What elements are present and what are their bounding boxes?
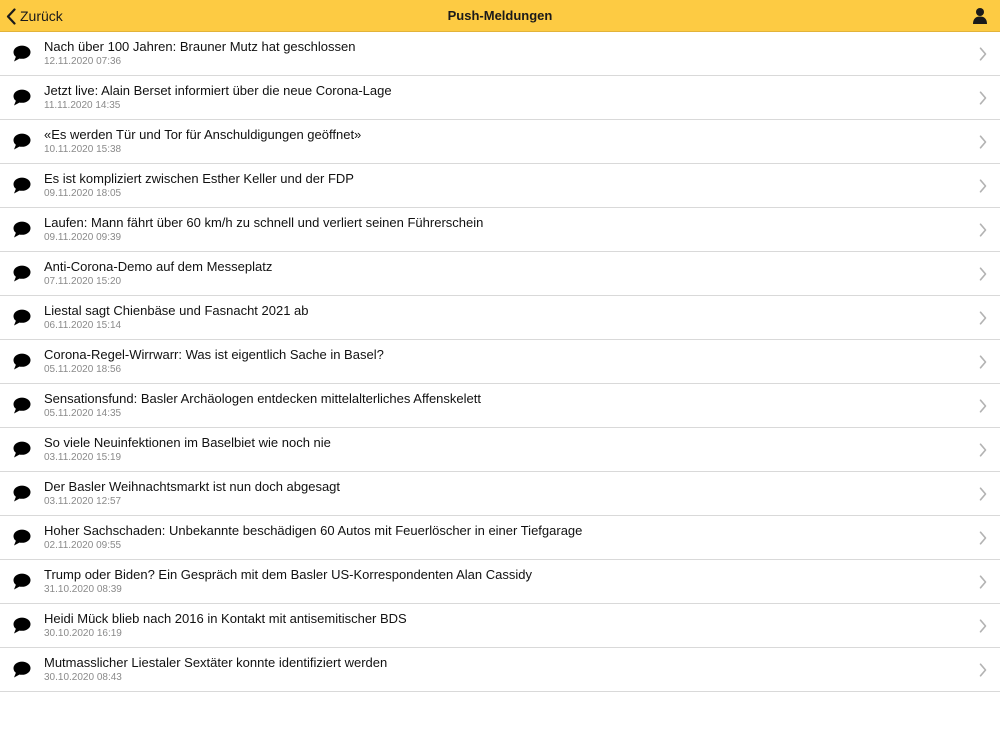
speech-bubble-icon <box>13 177 31 194</box>
back-label: Zurück <box>20 8 63 24</box>
item-date: 10.11.2020 15:38 <box>44 144 122 155</box>
item-title: Mutmasslicher Liestaler Sextäter konnte identifiziert werden <box>44 655 388 670</box>
list-item[interactable] <box>0 384 1000 428</box>
item-date: 30.10.2020 16:19 <box>44 628 122 639</box>
profile-button[interactable] <box>972 7 988 25</box>
item-date: 11.11.2020 14:35 <box>44 100 121 111</box>
item-title: Sensationsfund: Basler Archäologen entdecken mittelalterliches Affenskelett <box>44 391 481 406</box>
list-item[interactable] <box>0 340 1000 384</box>
chevron-right-icon <box>979 663 987 677</box>
chevron-right-icon <box>979 487 987 501</box>
navigation-bar <box>0 0 1000 32</box>
speech-bubble-icon <box>13 485 31 502</box>
speech-bubble-icon <box>13 573 31 590</box>
item-date: 30.10.2020 08:43 <box>44 672 122 683</box>
speech-bubble-icon <box>13 133 31 150</box>
list-item[interactable] <box>0 252 1000 296</box>
list-item[interactable] <box>0 120 1000 164</box>
speech-bubble-icon <box>13 89 31 106</box>
list-item[interactable] <box>0 76 1000 120</box>
item-title: Anti-Corona-Demo auf dem Messeplatz <box>44 259 273 274</box>
speech-bubble-icon <box>13 353 31 370</box>
chevron-right-icon <box>979 179 987 193</box>
item-title: Heidi Mück blieb nach 2016 in Kontakt mit antisemitischer BDS <box>44 611 407 626</box>
speech-bubble-icon <box>13 661 31 678</box>
chevron-right-icon <box>979 443 987 457</box>
item-title: Corona-Regel-Wirrwarr: Was ist eigentlich Sache in Basel? <box>44 347 384 362</box>
speech-bubble-icon <box>13 617 31 634</box>
item-title: Nach über 100 Jahren: Brauner Mutz hat geschlossen <box>44 39 356 54</box>
chevron-right-icon <box>979 575 987 589</box>
item-date: 03.11.2020 12:57 <box>44 496 122 507</box>
item-title: Der Basler Weihnachtsmarkt ist nun doch abgesagt <box>44 479 341 494</box>
list-item[interactable] <box>0 516 1000 560</box>
list-item[interactable] <box>0 604 1000 648</box>
chevron-right-icon <box>979 311 987 325</box>
item-date: 09.11.2020 18:05 <box>44 188 122 199</box>
item-date: 05.11.2020 18:56 <box>44 364 122 375</box>
list-item[interactable] <box>0 648 1000 692</box>
chevron-right-icon <box>979 223 987 237</box>
item-date: 03.11.2020 15:19 <box>44 452 122 463</box>
list-item[interactable] <box>0 296 1000 340</box>
speech-bubble-icon <box>13 45 31 62</box>
chevron-left-icon <box>6 8 20 25</box>
speech-bubble-icon <box>13 221 31 238</box>
chevron-right-icon <box>979 267 987 281</box>
push-notification-list <box>0 32 1000 692</box>
back-button[interactable] <box>6 0 63 32</box>
list-item[interactable] <box>0 428 1000 472</box>
item-title: So viele Neuinfektionen im Baselbiet wie noch nie <box>44 435 331 450</box>
speech-bubble-icon <box>13 441 31 458</box>
list-item[interactable] <box>0 208 1000 252</box>
speech-bubble-icon <box>13 265 31 282</box>
item-title: Liestal sagt Chienbäse und Fasnacht 2021 ab <box>44 303 309 318</box>
chevron-right-icon <box>979 619 987 633</box>
chevron-right-icon <box>979 47 987 61</box>
chevron-right-icon <box>979 135 987 149</box>
list-item[interactable] <box>0 164 1000 208</box>
item-date: 02.11.2020 09:55 <box>44 540 122 551</box>
page-title: Push-Meldungen <box>447 8 553 23</box>
list-item[interactable] <box>0 560 1000 604</box>
speech-bubble-icon <box>13 397 31 414</box>
chevron-right-icon <box>979 91 987 105</box>
item-title: Hoher Sachschaden: Unbekannte beschädigen 60 Autos mit Feuerlöscher in einer Tiefgarage <box>44 523 583 538</box>
item-date: 09.11.2020 09:39 <box>44 232 122 243</box>
item-title: Trump oder Biden? Ein Gespräch mit dem Basler US-Korrespondenten Alan Cassidy <box>44 567 532 582</box>
user-icon <box>972 7 988 25</box>
chevron-right-icon <box>979 531 987 545</box>
chevron-right-icon <box>979 399 987 413</box>
item-date: 06.11.2020 15:14 <box>44 320 122 331</box>
chevron-right-icon <box>979 355 987 369</box>
item-date: 07.11.2020 15:20 <box>44 276 122 287</box>
item-title: Es ist kompliziert zwischen Esther Keller und der FDP <box>44 171 354 186</box>
item-date: 05.11.2020 14:35 <box>44 408 122 419</box>
list-item[interactable] <box>0 32 1000 76</box>
speech-bubble-icon <box>13 529 31 546</box>
item-date: 31.10.2020 08:39 <box>44 584 122 595</box>
item-title: Laufen: Mann fährt über 60 km/h zu schnell und verliert seinen Führerschein <box>44 215 484 230</box>
item-title: «Es werden Tür und Tor für Anschuldigungen geöffnet» <box>44 127 362 142</box>
list-item[interactable] <box>0 472 1000 516</box>
speech-bubble-icon <box>13 309 31 326</box>
item-title: Jetzt live: Alain Berset informiert über die neue Corona-Lage <box>44 83 392 98</box>
item-date: 12.11.2020 07:36 <box>44 56 122 67</box>
